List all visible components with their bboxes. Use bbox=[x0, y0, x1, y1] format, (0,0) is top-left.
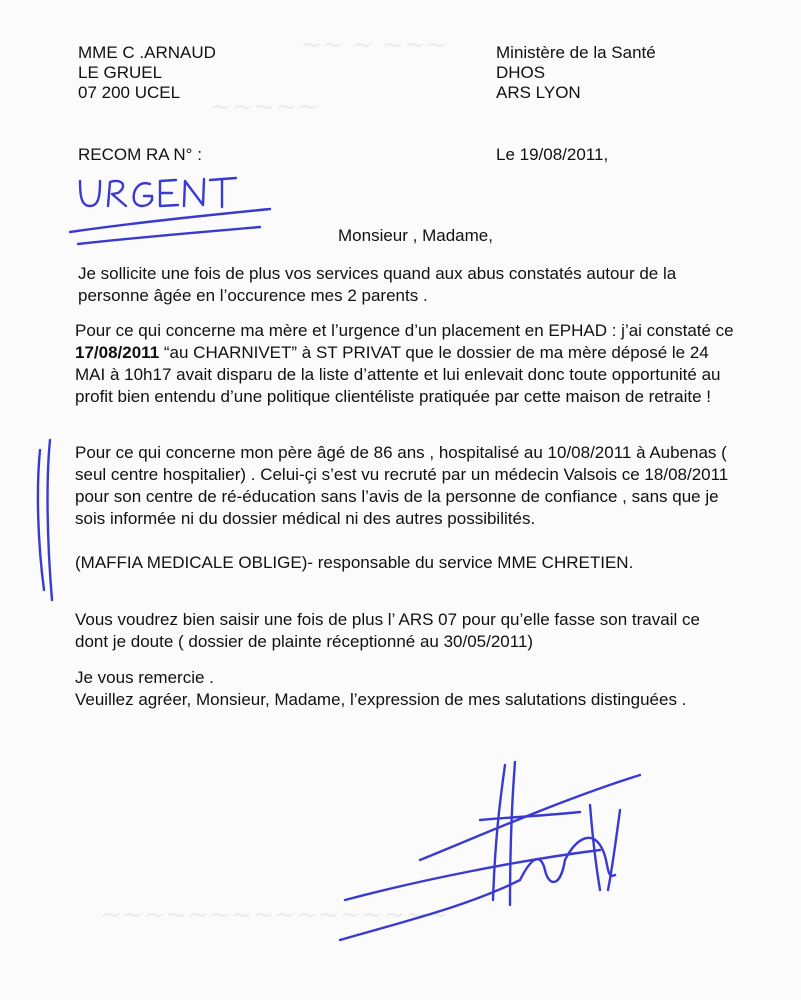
paragraph-father bbox=[75, 442, 728, 530]
recipient-line-1: Ministère de la Santé bbox=[496, 43, 656, 62]
urgent-underline bbox=[70, 209, 270, 232]
paragraph-line: Pour ce qui concerne ma mère et l’urgence d’un placement en EPHAD : j’ai constaté ce bbox=[75, 321, 734, 340]
paragraph-line bbox=[75, 342, 734, 364]
letter-date: Le 19/08/2011, bbox=[496, 145, 609, 164]
paragraph-line: Pour ce qui concerne mon père âgé de 86 ans , hospitalisé au 10/08/2011 à Aubenas ( bbox=[75, 443, 727, 462]
bleed-through-mark: ~~ ~ ~~~ bbox=[300, 30, 448, 60]
margin-mark bbox=[38, 450, 44, 590]
sender-postal-line: 07 200 UCEL bbox=[78, 83, 181, 102]
paragraph-line-rest: “au CHARNIVET” à ST PRIVAT que le dossier de ma mère déposé le 24 bbox=[159, 343, 709, 362]
paragraph-line: Vous voudrez bien saisir une fois de plus l’ ARS 07 pour qu’elle fasse son travail ce bbox=[75, 610, 700, 629]
paragraph-line: profit bien entendu d’une politique clientéliste pratiquée par cette maison de retraite ! bbox=[75, 387, 712, 406]
paragraph-line: seul centre hospitalier) . Celui-çi s’est vu recruté par un médecin Valsois ce 18/08/2011 bbox=[75, 465, 729, 484]
salutation: Monsieur , Madame, bbox=[338, 226, 493, 245]
urgent-underline bbox=[78, 227, 260, 244]
paragraph-line: (MAFFIA MEDICALE OBLIGE)- responsable du service MME CHRETIEN. bbox=[75, 553, 634, 572]
paragraph-closing bbox=[75, 667, 686, 711]
bleed-through-mark: ~~~~~ bbox=[210, 92, 319, 122]
paragraph-line: Veuillez agréer, Monsieur, Madame, l’expression de mes salutations distinguées . bbox=[75, 690, 687, 709]
paragraph-intro bbox=[78, 263, 676, 307]
paragraph-line: MAI à 10h17 avait disparu de la liste d’attente et lui enlevait donc toute opportunité au bbox=[75, 365, 721, 384]
paragraph-line: sois informée ni du dossier médical ni des autres possibilités. bbox=[75, 509, 536, 528]
margin-mark bbox=[48, 440, 52, 600]
recipient-line-2: DHOS bbox=[496, 63, 546, 82]
urgent-handwritten-note bbox=[80, 178, 236, 207]
paragraph-mother bbox=[75, 320, 734, 408]
reference-line: RECOM RA N° : bbox=[78, 145, 202, 164]
recipient-line-3: ARS LYON bbox=[496, 83, 581, 102]
paragraph-line: Je vous remercie . bbox=[75, 668, 214, 687]
paragraph-ars bbox=[75, 609, 700, 653]
paragraph-line: personne âgée en l’occurence mes 2 parents . bbox=[78, 286, 428, 305]
paragraph-medical bbox=[75, 552, 633, 574]
sender-name: MME C .ARNAUD bbox=[78, 43, 216, 62]
sender-address-line: LE GRUEL bbox=[78, 63, 163, 82]
paragraph-line: pour son centre de ré-éducation sans l’avis de la personne de confiance , sans que je bbox=[75, 487, 719, 506]
bleed-through-mark: ~~~~~~~~~~~~~~~~ bbox=[100, 900, 449, 930]
paragraph-line: Je sollicite une fois de plus vos services quand aux abus constatés autour de la bbox=[78, 264, 677, 283]
paragraph-line: dont je doute ( dossier de plainte réceptionné au 30/05/2011) bbox=[75, 632, 534, 651]
highlighted-date: 17/08/2011 bbox=[75, 343, 160, 362]
